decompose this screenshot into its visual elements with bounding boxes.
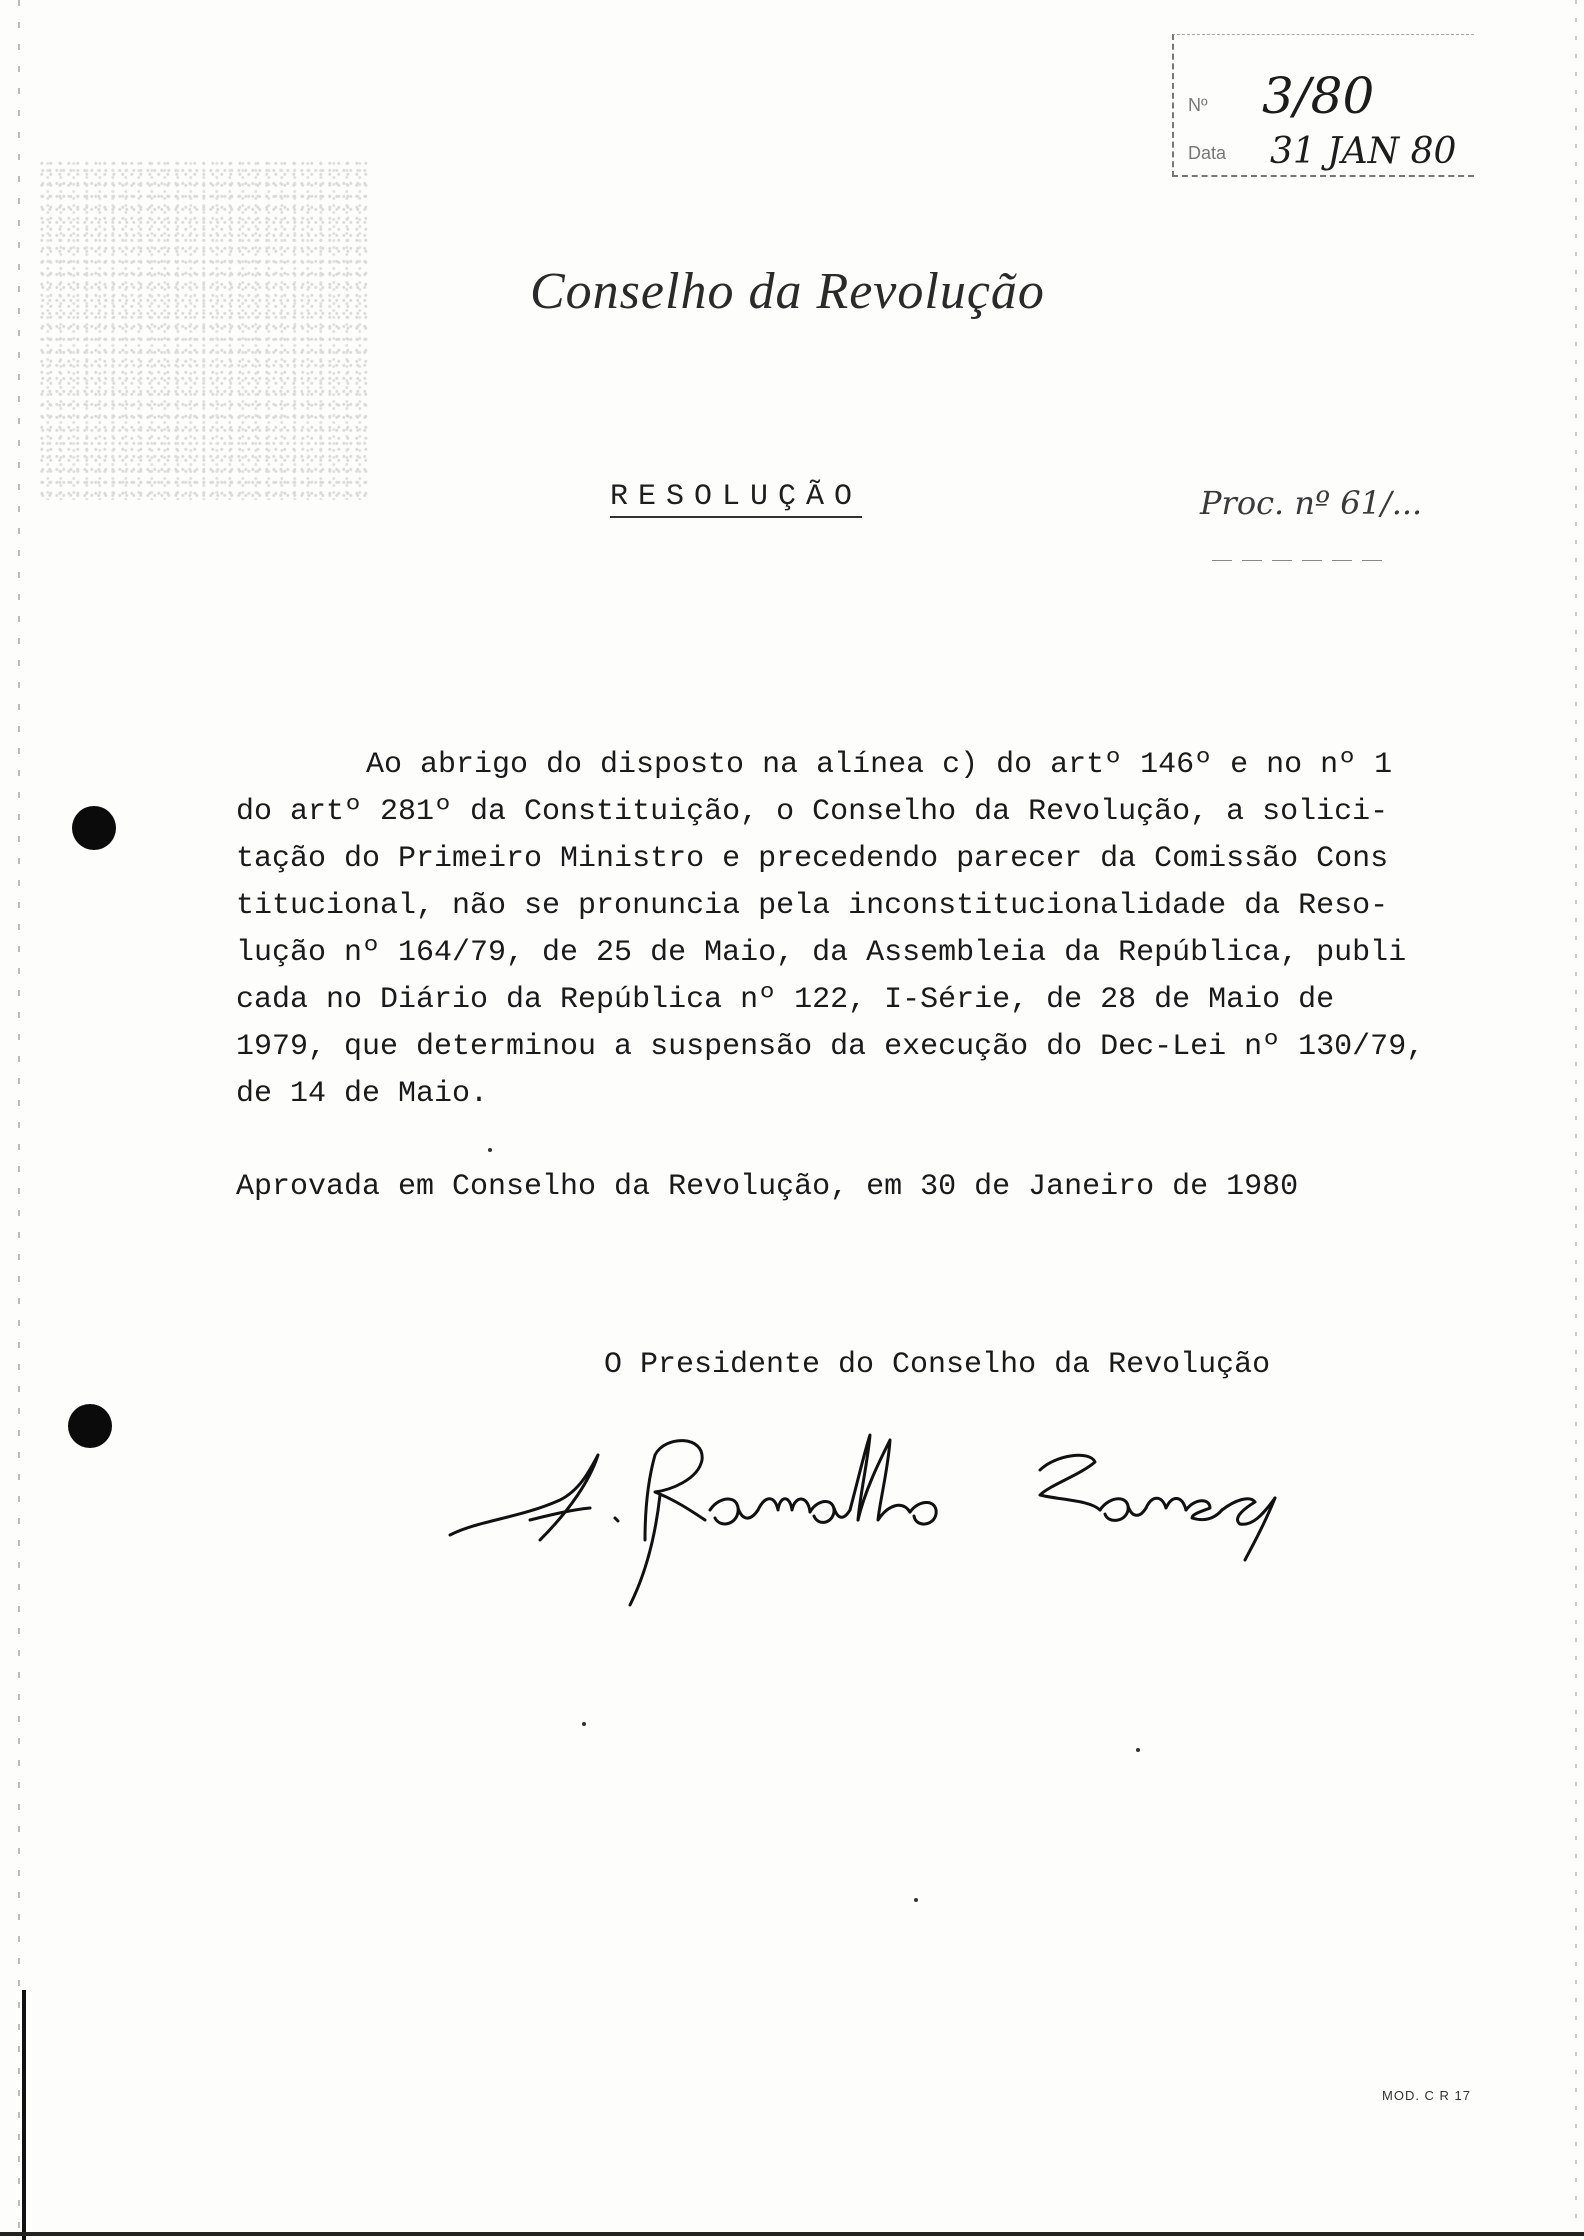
stamp-date-label: Data <box>1188 143 1227 163</box>
body-line: do artº 281º da Constituição, o Conselho da Revolução, a solici- <box>236 795 1389 829</box>
document-title: RESOLUÇÃO <box>610 480 862 518</box>
signatory-title: O Presidente do Conselho da Revolução <box>604 1348 1271 1382</box>
stamp-date-value: 31 JAN 80 <box>1270 131 1457 172</box>
approval-line: Aprovada em Conselho da Revolução, em 30 de Janeiro de 1980 <box>236 1170 1299 1204</box>
scan-dot <box>914 1898 918 1902</box>
registration-stamp <box>1172 34 1474 177</box>
form-code: MOD. C R 17 <box>1382 2088 1472 2103</box>
stamp-number-value: 3/80 <box>1262 67 1375 125</box>
body-line: lução nº 164/79, de 25 de Maio, da Assembleia da República, publi <box>236 936 1407 970</box>
letterhead: Conselho da Revolução <box>530 263 1045 320</box>
scan-dot <box>1136 1748 1140 1752</box>
body-line: 1979, que determinou a suspensão da execução do Dec-Lei nº 130/79, <box>236 1030 1425 1064</box>
punch-hole-bottom <box>68 1404 112 1448</box>
scan-dot <box>488 1148 492 1152</box>
body-line: Ao abrigo do disposto na alínea c) do artº 146º e no nº 1 <box>366 748 1393 782</box>
scan-speckle <box>40 160 370 500</box>
margin-note-underline <box>1212 560 1392 561</box>
handwritten-signature <box>440 1400 1420 1630</box>
scan-dot <box>582 1722 586 1726</box>
body-line: tação do Primeiro Ministro e precedendo parecer da Comissão Cons <box>236 842 1389 876</box>
body-line: titucional, não se pronuncia pela inconstitucionalidade da Reso- <box>236 889 1389 923</box>
left-scan-edge <box>18 0 20 2240</box>
stamp-number-label: Nº <box>1188 95 1208 115</box>
body-line: de 14 de Maio. <box>236 1077 489 1111</box>
right-scan-edge <box>1575 0 1577 2240</box>
resolution-body <box>236 742 1506 1118</box>
body-line: cada no Diário da República nº 122, I-Série, de 28 de Maio de <box>236 983 1335 1017</box>
margin-handwritten-note: Proc. nº 61/... <box>1200 484 1423 522</box>
punch-hole-top <box>72 806 116 850</box>
left-scan-edge-bottom <box>22 1990 26 2240</box>
bottom-scan-edge <box>0 2232 1584 2236</box>
